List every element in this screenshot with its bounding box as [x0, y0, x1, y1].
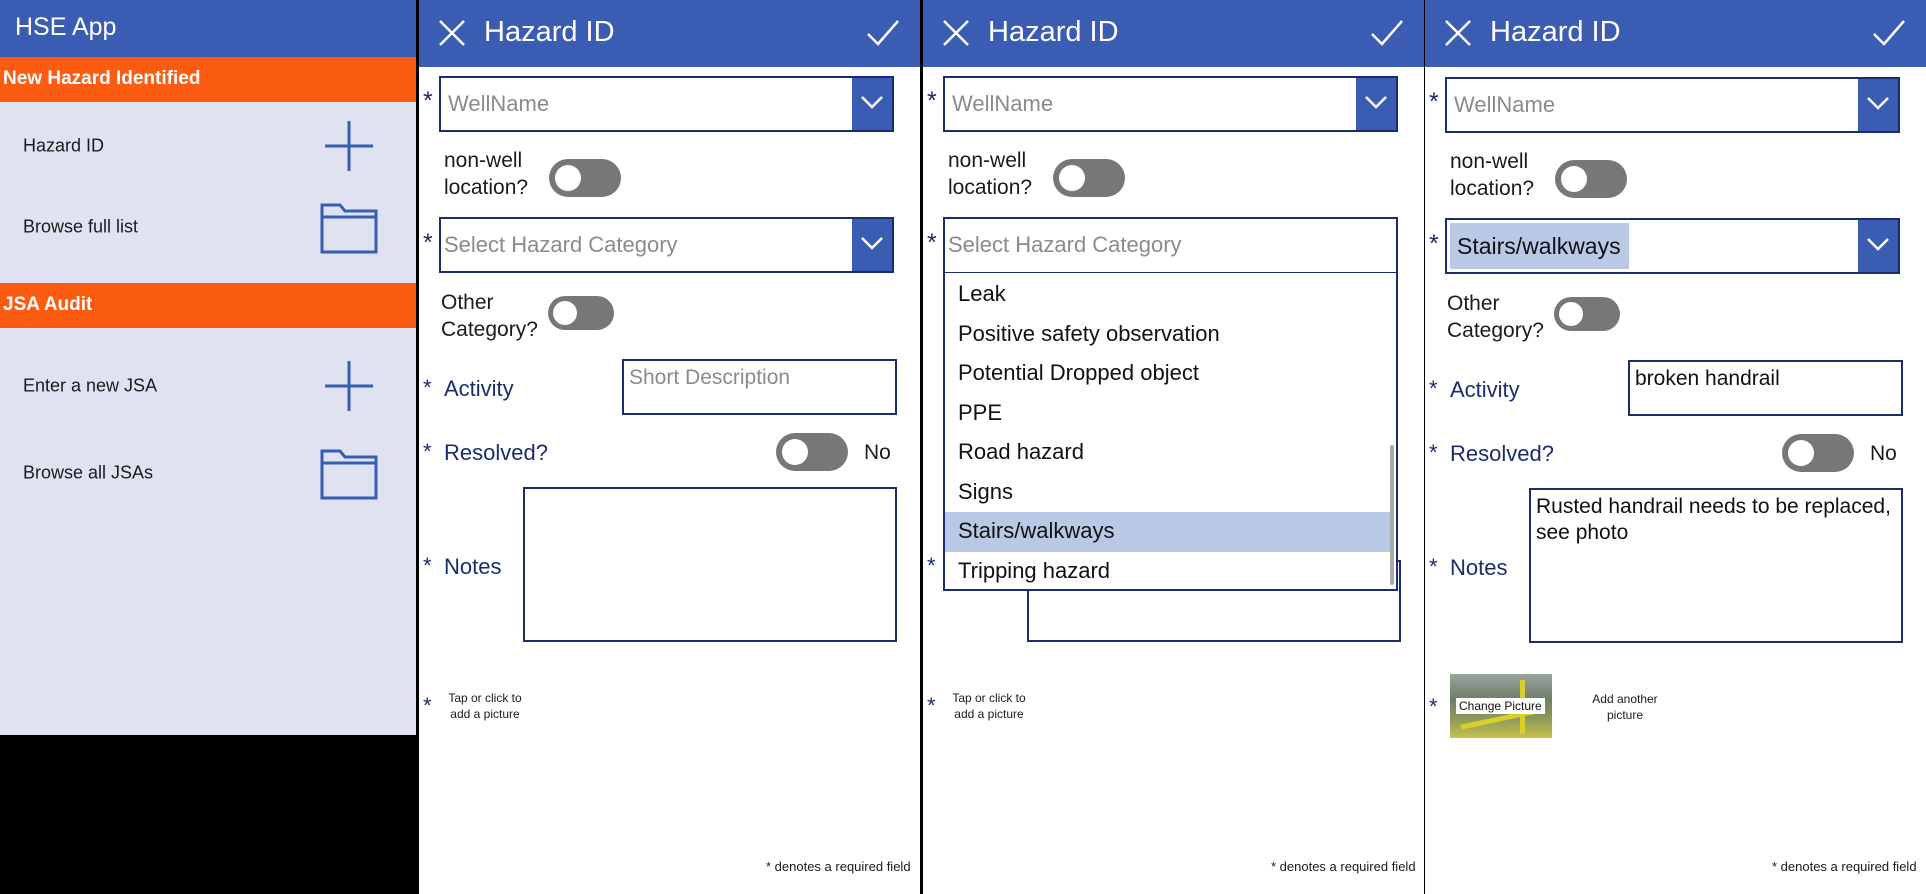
required-mark: * — [1429, 440, 1438, 465]
chevron-down-icon — [860, 94, 884, 110]
category-option[interactable]: Tripping hazard — [958, 558, 1111, 583]
change-picture-label: Change Picture — [1456, 698, 1545, 714]
home-item-hazard-id[interactable] — [0, 111, 416, 181]
activity-input[interactable] — [1628, 360, 1903, 416]
category-options-list[interactable] — [943, 273, 1398, 591]
required-footnote: * denotes a required field — [1271, 859, 1416, 874]
wellname-placeholder: WellName — [952, 91, 1054, 116]
add-picture-button[interactable]: Tap or click to add a picture — [952, 691, 1026, 721]
home-item-label: Hazard ID — [23, 135, 105, 156]
category-dropdown[interactable] — [439, 217, 894, 273]
folder-icon[interactable] — [320, 446, 378, 500]
form-header — [419, 0, 920, 67]
required-footnote: * denotes a required field — [1772, 859, 1917, 874]
close-icon[interactable] — [437, 18, 467, 48]
resolved-value: No — [1870, 442, 1897, 465]
required-mark: * — [927, 229, 937, 257]
required-mark: * — [1429, 230, 1439, 258]
non-well-label: non-well location? — [948, 149, 1033, 199]
add-another-picture-button[interactable]: Add another picture — [1592, 692, 1658, 722]
category-option[interactable]: Potential Dropped object — [958, 360, 1199, 385]
category-option[interactable]: Positive safety observation — [958, 321, 1220, 346]
required-mark: * — [423, 87, 433, 115]
scrollbar[interactable] — [1390, 445, 1394, 585]
other-category-label: Other Category? — [1447, 292, 1544, 342]
notes-input[interactable] — [1529, 488, 1903, 643]
category-placeholder: Select Hazard Category — [444, 232, 678, 257]
close-icon[interactable] — [941, 18, 971, 48]
home-item-browse-full-list[interactable] — [0, 192, 416, 262]
chevron-down-icon — [1866, 236, 1890, 252]
category-option-selected[interactable]: Stairs/walkways — [945, 512, 1392, 552]
form-header — [923, 0, 1424, 67]
hazard-form-category-open — [923, 0, 1424, 894]
other-category-label: Other Category? — [441, 291, 538, 341]
toggle-knob — [1559, 302, 1583, 326]
required-mark: * — [1429, 694, 1438, 719]
resolved-toggle[interactable] — [776, 433, 848, 471]
home-item-label: Browse full list — [23, 216, 139, 237]
activity-placeholder: Short Description — [629, 366, 791, 389]
home-item-enter-new-jsa[interactable] — [0, 351, 416, 421]
wellname-dropdown[interactable] — [943, 76, 1398, 132]
add-picture-button[interactable]: Tap or click to add a picture — [448, 691, 522, 721]
required-mark: * — [423, 229, 433, 257]
non-well-toggle[interactable] — [1555, 160, 1627, 198]
non-well-toggle[interactable] — [1053, 159, 1125, 197]
dropdown-button[interactable] — [852, 219, 892, 271]
category-option[interactable]: Road hazard — [958, 439, 1084, 464]
plus-icon[interactable] — [320, 119, 378, 173]
required-mark: * — [1429, 376, 1438, 401]
notes-label: Notes — [1450, 555, 1508, 580]
non-well-toggle[interactable] — [549, 159, 621, 197]
toggle-knob — [1788, 440, 1814, 466]
wellname-placeholder: WellName — [448, 91, 550, 116]
dropdown-button[interactable] — [852, 78, 892, 130]
toggle-knob — [555, 165, 581, 191]
hazard-form-filled — [1425, 0, 1926, 894]
required-mark: * — [927, 87, 937, 115]
notes-input[interactable] — [523, 487, 897, 642]
category-option[interactable]: Leak — [958, 281, 1006, 306]
activity-label: Activity — [444, 376, 514, 401]
other-category-toggle[interactable] — [1554, 297, 1620, 331]
wellname-dropdown[interactable] — [1445, 77, 1900, 133]
activity-input[interactable] — [622, 359, 897, 415]
category-dropdown[interactable] — [943, 217, 1398, 274]
required-mark: * — [423, 375, 432, 400]
required-footnote: * denotes a required field — [766, 859, 911, 874]
chevron-down-icon — [1866, 95, 1890, 111]
activity-label: Activity — [1450, 377, 1520, 402]
hazard-form-empty — [419, 0, 920, 894]
dropdown-button[interactable] — [1858, 79, 1898, 131]
wellname-dropdown[interactable] — [439, 76, 894, 132]
chevron-down-icon — [860, 235, 884, 251]
required-mark: * — [423, 553, 432, 578]
required-mark: * — [423, 693, 432, 718]
hazard-photo[interactable] — [1450, 674, 1552, 738]
other-category-toggle[interactable] — [548, 296, 614, 330]
required-mark: * — [1429, 88, 1439, 116]
form-title: Hazard ID — [988, 16, 1119, 48]
chevron-down-icon — [1364, 94, 1388, 110]
toggle-knob — [782, 439, 808, 465]
app-title: HSE App — [0, 0, 416, 57]
required-mark: * — [927, 693, 936, 718]
home-item-label: Enter a new JSA — [23, 375, 158, 396]
notes-value: Rusted handrail needs to be replaced, see photo — [1536, 495, 1891, 544]
home-item-browse-all-jsas[interactable] — [0, 438, 416, 508]
dropdown-button[interactable] — [1356, 78, 1396, 130]
close-icon[interactable] — [1443, 18, 1473, 48]
form-title: Hazard ID — [484, 16, 615, 48]
section-new-hazard: New Hazard Identified — [0, 57, 416, 102]
resolved-value: No — [864, 441, 891, 464]
folder-icon[interactable] — [320, 200, 378, 254]
check-icon[interactable] — [866, 18, 900, 48]
required-mark: * — [1429, 554, 1438, 579]
notes-label: Notes — [444, 554, 502, 579]
category-dropdown[interactable] — [1445, 218, 1900, 274]
non-well-label: non-well location? — [444, 149, 529, 199]
resolved-label: Resolved? — [444, 440, 548, 465]
toggle-knob — [1059, 165, 1085, 191]
section-jsa-audit: JSA Audit — [0, 283, 416, 328]
category-option[interactable]: Signs — [958, 479, 1014, 504]
plus-icon[interactable] — [320, 359, 378, 413]
required-mark: * — [927, 553, 936, 578]
category-placeholder: Select Hazard Category — [948, 232, 1182, 257]
wellname-placeholder: WellName — [1454, 92, 1556, 117]
category-option[interactable]: PPE — [958, 400, 1003, 425]
activity-value: broken handrail — [1635, 367, 1780, 390]
resolved-toggle[interactable] — [1782, 434, 1854, 472]
check-icon[interactable] — [1370, 18, 1404, 48]
home-item-label: Browse all JSAs — [23, 462, 154, 483]
check-icon[interactable] — [1872, 18, 1906, 48]
toggle-knob — [553, 301, 577, 325]
form-header — [1425, 0, 1926, 67]
home-content — [0, 0, 416, 735]
required-mark: * — [423, 439, 432, 464]
toggle-knob — [1561, 166, 1587, 192]
resolved-label: Resolved? — [1450, 441, 1554, 466]
dropdown-button[interactable] — [1858, 220, 1898, 272]
form-title: Hazard ID — [1490, 16, 1621, 48]
non-well-label: non-well location? — [1450, 150, 1535, 200]
home-screen — [0, 0, 416, 894]
category-selected-value: Stairs/walkways — [1450, 223, 1629, 269]
